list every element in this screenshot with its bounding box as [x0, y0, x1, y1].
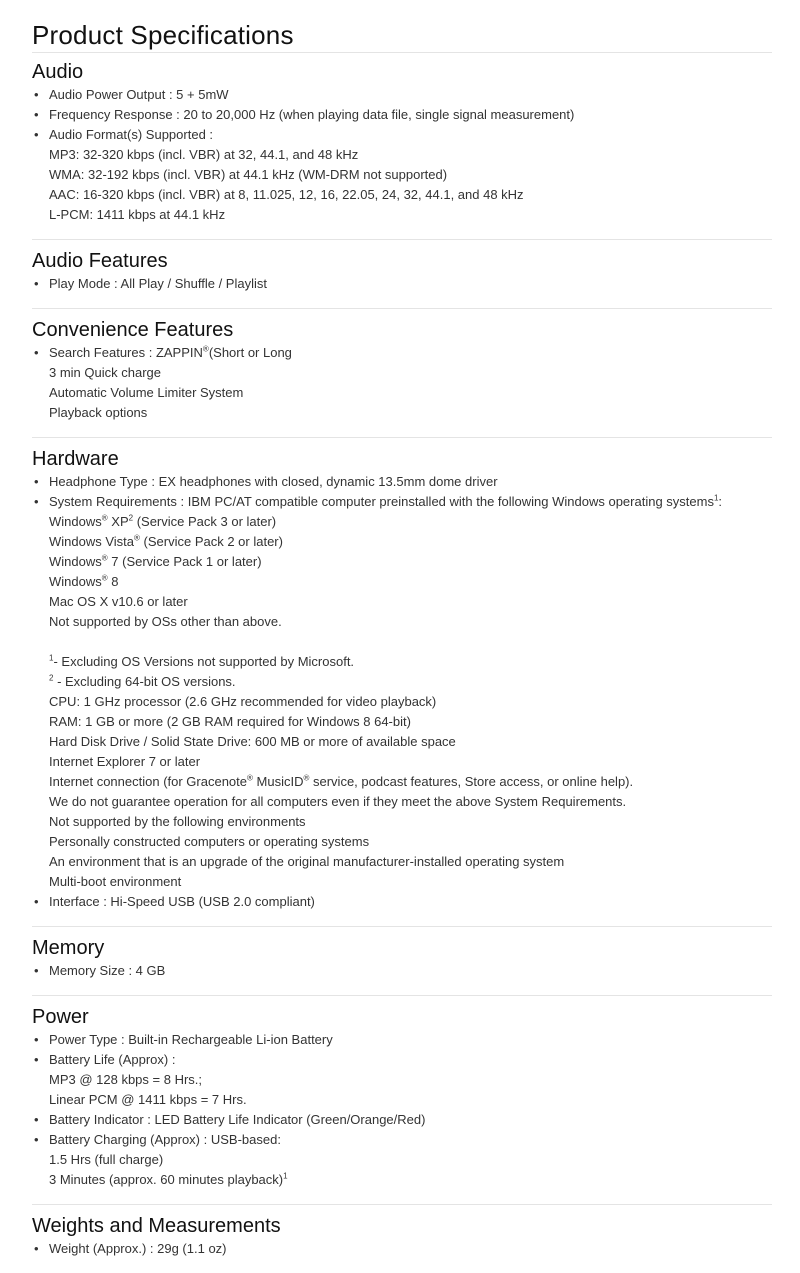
spec-audio-formats-label: • Audio Format(s) Supported :	[49, 127, 214, 142]
os-not-supported: Not supported by OSs other than above.	[49, 614, 282, 629]
os-windows-8	[49, 572, 772, 592]
spec-list-memory	[32, 961, 772, 981]
section-power	[32, 1004, 772, 1205]
spec-play-mode: • Play Mode : All Play / Shuffle / Playlist	[32, 274, 772, 294]
spec-power-type: • Power Type : Built-in Rechargeable Li-ion Battery	[32, 1030, 772, 1050]
section-heading-convenience: Convenience Features	[32, 319, 234, 341]
spec-list-weights	[32, 1239, 772, 1259]
os-name: Windows	[49, 554, 102, 569]
section-audio-features	[32, 248, 772, 309]
spec-audio-formats	[32, 125, 772, 225]
sysreq-line	[49, 492, 772, 512]
sysreq-text: System Requirements : IBM PC/AT compatible computer preinstalled with the following Windows operating systems	[49, 494, 714, 509]
env-upgraded-os: An environment that is an upgrade of the original manufacturer-installed operating system	[49, 854, 565, 869]
spacer	[49, 632, 772, 652]
footnote-2-text: - Excluding 64-bit OS versions.	[53, 674, 236, 689]
spec-interface: • Interface : Hi-Speed USB (USB 2.0 compliant)	[32, 892, 772, 912]
registered-mark: ®	[134, 533, 140, 543]
section-heading-power: Power	[32, 1006, 89, 1028]
footnote-1-text: - Excluding OS Versions not supported by Microsoft.	[53, 654, 355, 669]
section-convenience-features	[32, 317, 772, 438]
quick-charge-text: 3 Minutes (approx. 60 minutes playback)	[49, 1172, 284, 1187]
battery-charging-label: • Battery Charging (Approx) : USB-based:	[49, 1132, 281, 1147]
guarantee-note: We do not guarantee operation for all computers even if they meet the above System Requirements.	[49, 794, 627, 809]
req-cpu: CPU: 1 GHz processor (2.6 GHz recommended for video playback)	[49, 694, 437, 709]
os-name: Windows Vista	[49, 534, 135, 549]
section-heading-audio: Audio	[32, 61, 84, 83]
spec-audio-power-output: • Audio Power Output : 5 + 5mW	[32, 85, 772, 105]
battery-life-pcm: Linear PCM @ 1411 kbps = 7 Hrs.	[49, 1092, 247, 1107]
spec-system-requirements	[32, 492, 772, 892]
req-disk: Hard Disk Drive / Solid State Drive: 600 MB or more of available space	[49, 734, 456, 749]
os-service-pack: 7 (Service Pack 1 or later)	[107, 554, 262, 569]
format-lpcm: L-PCM: 1411 kbps at 44.1 kHz	[49, 207, 226, 222]
section-heading-memory: Memory	[32, 937, 105, 959]
footnote-marker-1: 1	[49, 653, 54, 663]
req-internet	[49, 772, 772, 792]
footnote-ref-1: 1	[283, 1171, 288, 1181]
section-heading-weights: Weights and Measurements	[32, 1215, 281, 1237]
os-mac: Mac OS X v10.6 or later	[49, 594, 188, 609]
spec-list-audio-features	[32, 274, 772, 294]
spec-battery-indicator: • Battery Indicator : LED Battery Life Indicator (Green/Orange/Red)	[32, 1110, 772, 1130]
footnote-1	[49, 652, 772, 672]
footnote-ref-1: 1	[713, 493, 719, 503]
section-weights	[32, 1213, 772, 1273]
spec-list-convenience	[32, 343, 772, 423]
internet-services-text: service, podcast features, Store access, or online help).	[309, 774, 634, 789]
spec-headphone-type: • Headphone Type : EX headphones with closed, dynamic 13.5mm dome driver	[32, 472, 772, 492]
section-audio	[32, 59, 772, 240]
spec-list-power	[32, 1030, 772, 1190]
os-windows-xp	[49, 512, 772, 532]
search-features-mode: (Short or Long	[208, 345, 292, 360]
registered-mark: ®	[303, 773, 310, 783]
footnote-marker-2: 2	[49, 673, 54, 683]
sysreq-colon: :	[718, 494, 723, 509]
os-name: Windows	[49, 514, 102, 529]
registered-mark: ®	[101, 573, 108, 583]
spec-battery-charging	[32, 1130, 772, 1190]
spec-weight: • Weight (Approx.) : 29g (1.1 oz)	[32, 1239, 772, 1259]
battery-charging-full: 1.5 Hrs (full charge)	[49, 1152, 164, 1167]
spec-list-audio	[32, 85, 772, 225]
env-label: Not supported by the following environments	[49, 814, 306, 829]
os-name: Windows	[49, 574, 102, 589]
os-version: XP	[107, 514, 129, 529]
page-title: Product Specifications	[32, 20, 294, 50]
spec-battery-life	[32, 1050, 772, 1110]
section-hardware	[32, 446, 772, 927]
spec-search-features	[32, 343, 772, 423]
os-service-pack: (Service Pack 2 or later)	[139, 534, 283, 549]
footnote-ref-2: 2	[128, 513, 134, 523]
battery-life-label: • Battery Life (Approx) :	[49, 1052, 176, 1067]
format-wma: WMA: 32-192 kbps (incl. VBR) at 44.1 kHz (WM-DRM not supported)	[49, 167, 448, 182]
os-windows-vista	[49, 532, 772, 552]
volume-limiter: Automatic Volume Limiter System	[49, 385, 244, 400]
req-ram: RAM: 1 GB or more (2 GB RAM required for Windows 8 64-bit)	[49, 714, 411, 729]
title-block	[32, 18, 772, 53]
section-memory	[32, 935, 772, 996]
env-multi-boot: Multi-boot environment	[49, 874, 182, 889]
registered-mark: ®	[202, 344, 209, 354]
search-features-text: Search Features : ZAPPIN	[49, 345, 203, 360]
section-heading-audio-features: Audio Features	[32, 250, 168, 272]
os-service-pack: (Service Pack 3 or later)	[133, 514, 277, 529]
format-aac: AAC: 16-320 kbps (incl. VBR) at 8, 11.025, 12, 16, 22.05, 24, 32, 44.1, and 48 kHz	[49, 187, 524, 202]
registered-mark: ®	[247, 773, 253, 783]
registered-mark: ®	[101, 513, 108, 523]
spec-frequency-response: • Frequency Response : 20 to 20,000 Hz (when playing data file, single signal measurement)	[32, 105, 772, 125]
quick-charge: 3 min Quick charge	[49, 365, 161, 380]
battery-life-mp3: MP3 @ 128 kbps = 8 Hrs.;	[49, 1072, 203, 1087]
battery-charging-quick	[49, 1170, 772, 1190]
format-mp3: MP3: 32-320 kbps (incl. VBR) at 32, 44.1, and 48 kHz	[49, 147, 359, 162]
env-custom-built: Personally constructed computers or operating systems	[49, 834, 370, 849]
search-features-line	[49, 343, 772, 363]
footnote-2	[49, 672, 772, 692]
musicid-text: MusicID	[252, 774, 304, 789]
req-ie: Internet Explorer 7 or later	[49, 754, 201, 769]
os-windows-7	[49, 552, 772, 572]
registered-mark: ®	[101, 553, 108, 563]
spec-list-hardware	[32, 472, 772, 912]
spec-memory-size: • Memory Size : 4 GB	[32, 961, 772, 981]
internet-text: Internet connection (for Gracenote	[49, 774, 248, 789]
playback-options: Playback options	[49, 405, 148, 420]
section-heading-hardware: Hardware	[32, 448, 119, 470]
os-version: 8	[107, 574, 119, 589]
